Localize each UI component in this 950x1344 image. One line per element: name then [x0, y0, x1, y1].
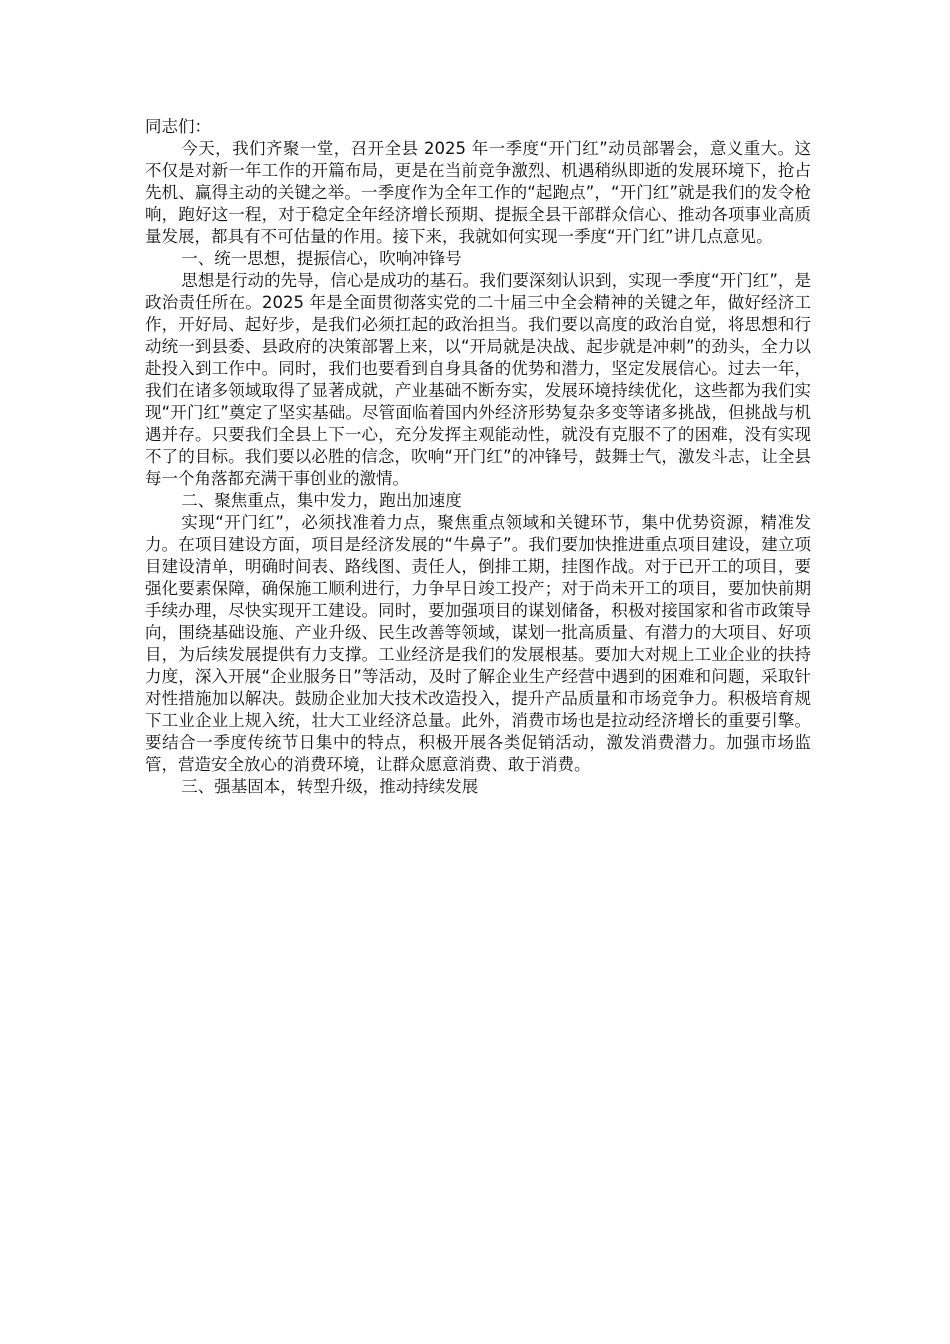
section-heading-3: 三、强基固本，转型升级，推动持续发展 [181, 777, 479, 796]
paragraph-section-1: 思想是行动的先导，信心是成功的基石。我们要深刻认识到，实现一季度“开门红”，是政治责任所在。2025 年是全面贯彻落实党的二十届三中全会精神的关键之年，做好经济工作，开好局、起好步，是我们必须扛起的政治担当。我们要以高度的政治自觉，将思想和行动统一到县委、县政府的决策部署上来，以“开局就是决战、起步就是冲刺”的劲头，全力以赴投入到工作中。同时，我们也要看到自身具备的优势和潜力，坚定发展信心。过去一年，我们在诸多领域取得了显著成就，产业基础不断夯实，发展环境持续优化，这些都为我们实现“开门红”奠定了坚实基础。尽管面临着国内外经济形势复杂多变等诸多挑战，但挑战与机遇并存。只要我们全县上下一心，充分发挥主观能动性，就没有克服不了的困难，没有实现不了的目标。我们要以必胜的信念，吹响“开门红”的冲锋号，鼓舞士气，激发斗志，让全县每一个角落都充满干事创业的激情。 [145, 271, 811, 488]
paragraph-section-2: 实现“开门红”，必须找准着力点，聚焦重点领域和关键环节，集中优势资源，精准发力。在项目建设方面，项目是经济发展的“牛鼻子”。我们要加快推进重点项目建设，建立项目建设清单，明确时间表、路线图、责任人，倒排工期，挂图作战。对于已开工的项目，要强化要素保障，确保施工顺利进行，力争早日竣工投产；对于尚未开工的项目，要加快前期手续办理，尽快实现开工建设。同时，要加强项目的谋划储备，积极对接国家和省市政策导向，围绕基础设施、产业升级、民生改善等领域，谋划一批高质量、有潜力的大项目、好项目，为后续发展提供有力支撑。工业经济是我们的发展根基。要加大对规上工业企业的扶持力度，深入开展“企业服务日”等活动，及时了解企业生产经营中遇到的困难和问题，采取针对性措施加以解决。鼓励企业加大技术改造投入，提升产品质量和市场竞争力。积极培育规下工业企业上规入统，壮大工业经济总量。此外，消费市场也是拉动经济增长的重要引擎。要结合一季度传统节日集中的特点，积极开展各类促销活动，激发消费潜力。加强市场监管，营造安全放心的消费环境，让群众愿意消费、敢于消费。 [145, 513, 811, 774]
section-heading-1: 一、统一思想，提振信心，吹响冲锋号 [181, 249, 462, 268]
salutation: 同志们： [145, 117, 211, 136]
section-heading-2: 二、聚焦重点，集中发力，跑出加速度 [181, 491, 462, 510]
paragraph-intro: 今天，我们齐聚一堂，召开全县 2025 年一季度“开门红”动员部署会，意义重大。这不仅是对新一年工作的开篇布局，更是在当前竞争激烈、机遇稍纵即逝的发展环境下，抢占先机、赢得主动的关键之举。一季度作为全年工作的“起跑点”，“开门红”就是我们的发令枪响，跑好这一程，对于稳定全年经济增长预期、提振全县干部群众信心、推动各项事业高质量发展，都具有不可估量的作用。接下来，我就如何实现一季度“开门红”讲几点意见。 [145, 139, 811, 246]
document-page [145, 116, 811, 798]
